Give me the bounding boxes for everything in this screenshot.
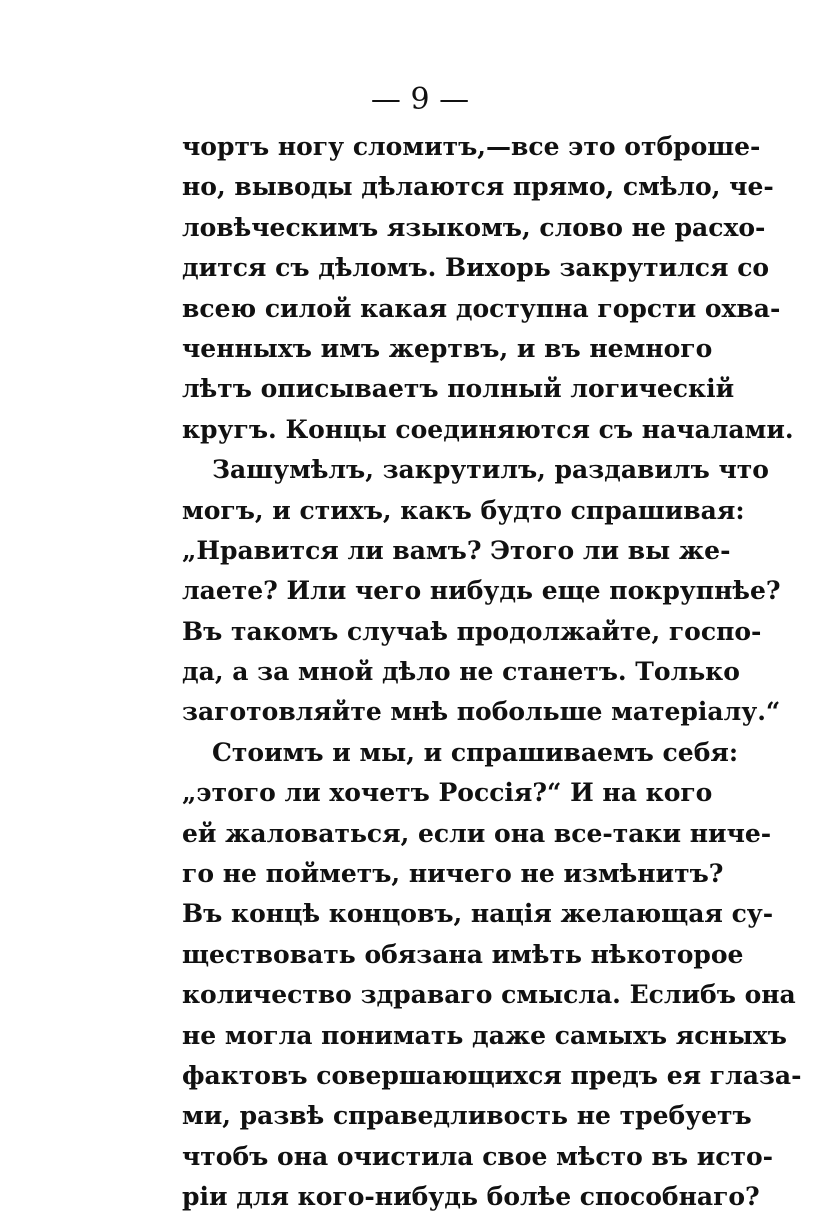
text-line: го не пойметъ, ничего не измѣнитъ? (182, 859, 724, 889)
text-line: заготовляйте мнѣ побольше матеріалу.“ (182, 697, 781, 727)
text-line: чтобъ она очистила свое мѣсто въ исто- (182, 1141, 774, 1171)
text-line: ществовать обязана имѣть нѣкоторое (182, 939, 744, 969)
text-line: „Нравится ли вамъ? Этого ли вы же- (182, 535, 731, 565)
body-text (182, 127, 802, 1218)
text-line: но, выводы дѣлаются прямо, смѣло, че- (182, 172, 774, 202)
text-line: Стоимъ и мы, и спрашиваемъ себя: (212, 737, 739, 767)
text-line: ловѣческимъ языкомъ, слово не расхо- (182, 212, 766, 242)
text-line: кругъ. Концы соединяются съ началами. (182, 414, 794, 444)
text-line: да, а за мной дѣло не станетъ. Только (182, 657, 740, 687)
text-line: чортъ ногу сломитъ,—все это отброше- (182, 132, 761, 161)
text-line: Зашумѣлъ, закрутилъ, раздавилъ что (212, 455, 769, 485)
text-line: ченныхъ имъ жертвъ, и въ немного (182, 333, 713, 363)
text-line: „этого ли хочетъ Россія?“ И на кого (182, 778, 713, 808)
text-line: лѣтъ описываетъ полный логическій (182, 374, 735, 404)
text-line: Въ концѣ концовъ, нація желающая су- (182, 899, 774, 929)
page-number: — 9 — (370, 82, 470, 117)
text-line: могъ, и стихъ, какъ будто спрашивая: (182, 495, 745, 525)
text-line: ріи для кого-нибудь болѣе способнаго? (182, 1182, 760, 1212)
text-line: ей жаловаться, если она все-таки ниче- (182, 818, 772, 848)
text-line: всею силой какая доступна горсти охва- (182, 293, 781, 323)
text-line: ми, развѣ справедливость не требуетъ (182, 1101, 752, 1131)
text-line: фактовъ совершающихся предъ ея глаза- (182, 1060, 802, 1090)
text-line: количество здраваго смысла. Еслибъ она (182, 980, 796, 1010)
text-line: Въ такомъ случаѣ продолжайте, госпо- (182, 616, 762, 646)
text-line: лаете? Или чего нибудь еще покрупнѣе? (182, 576, 781, 606)
text-line: дится съ дѣломъ. Вихорь закрутился со (182, 253, 770, 283)
text-line: не могла понимать даже самыхъ ясныхъ (182, 1020, 787, 1050)
